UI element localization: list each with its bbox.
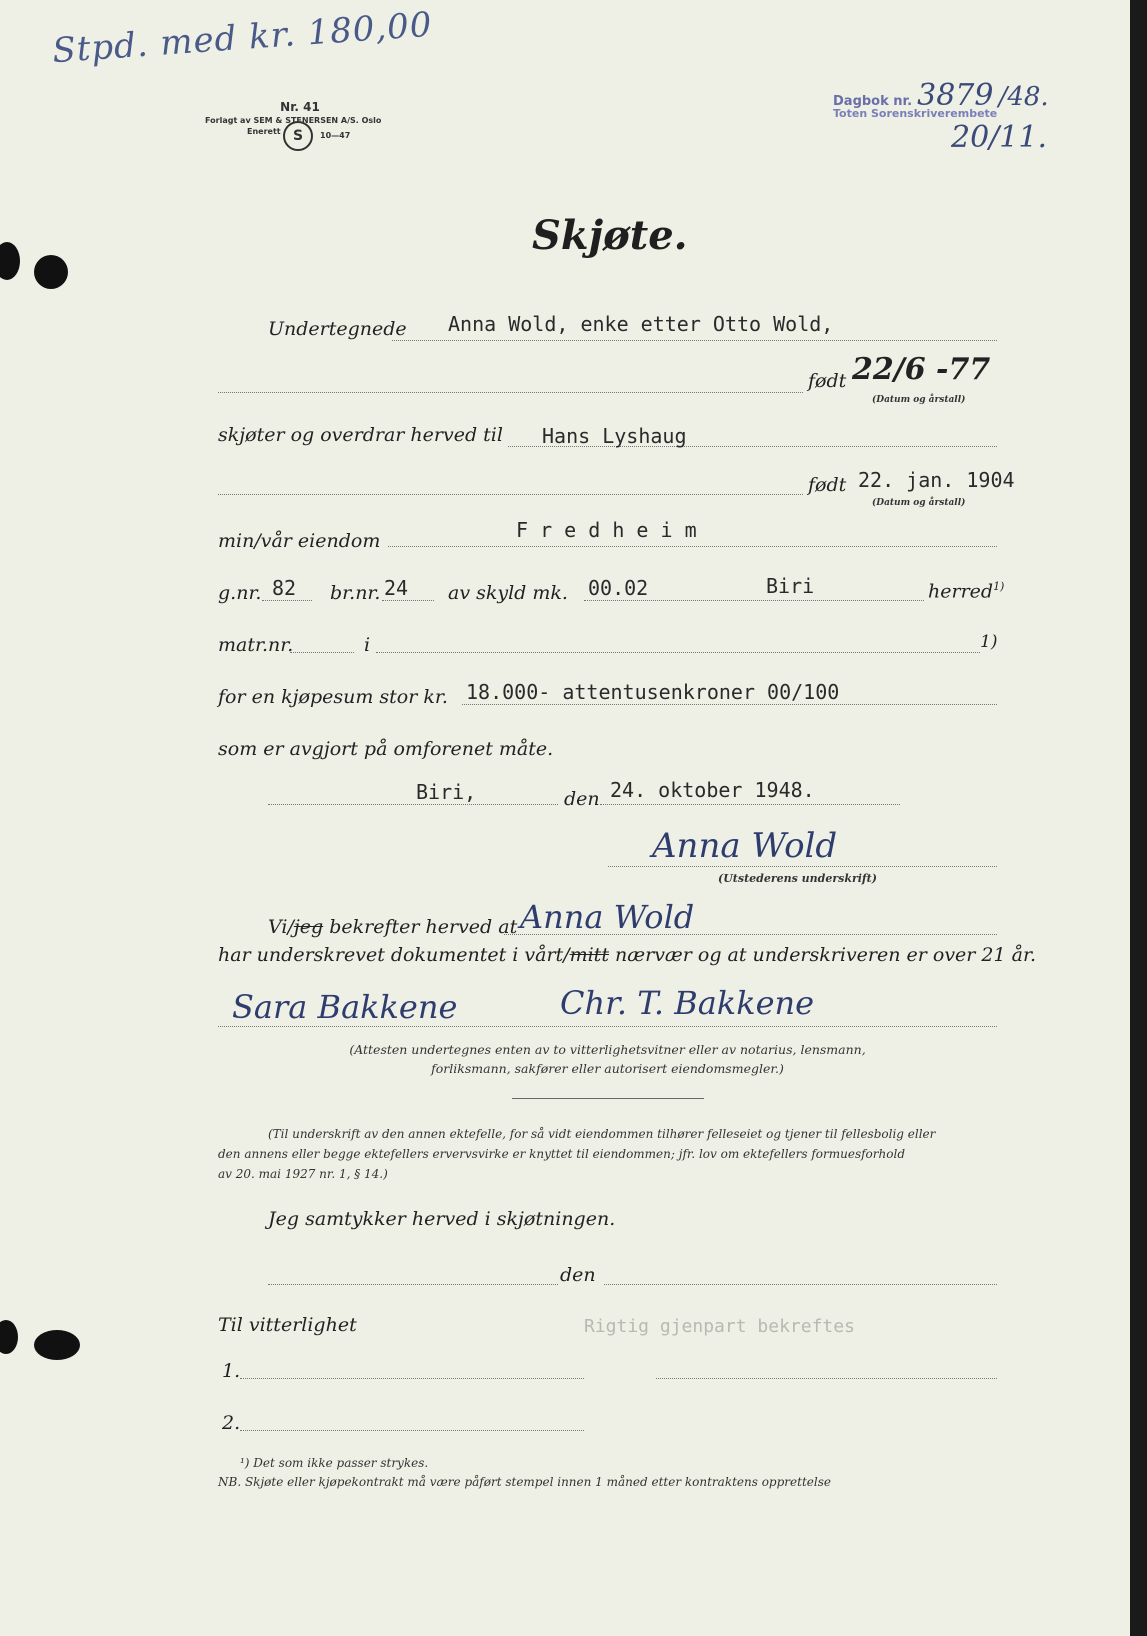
undertegnede-label: Undertegnede [268, 318, 407, 340]
spouse-note: (Til underskrift av den annen ektefelle, for så vidt eiendommen tilhører felleseiet og tjener til fellesbolig eller den annens eller begge ektefellers ervervsvirke er knyttet til eiendommen; jfr. lov om ektefellers formuesforhold av 20. mai 1927 nr. 1, § 14.) [218, 1127, 936, 1181]
consent-text: Jeg samtykker herved i skjøtningen. [268, 1208, 616, 1230]
witness-line-1-label: 1. [222, 1360, 241, 1382]
witness-line-2 [240, 1430, 584, 1431]
gnr-value: 82 [272, 576, 297, 600]
stamp-office: Toten Sorenskriverembete [833, 107, 998, 120]
brnr-label: br.nr. [330, 582, 381, 604]
property-name: F r e d h e i m [516, 518, 697, 542]
witness-signature-line [218, 1026, 997, 1027]
registry-stamp [833, 78, 1093, 155]
footnotes [218, 1454, 831, 1492]
form-publisher: Forlagt av SEM & STENERSEN A/S. Oslo [205, 116, 382, 125]
date-line [600, 804, 900, 805]
signature-line [608, 866, 997, 867]
stamp-number: 3879 [917, 78, 994, 113]
seller-born-label: født [808, 370, 847, 392]
settled-text: som er avgjort på omforenet måte. [218, 738, 554, 760]
footnote-1: ¹) Det som ikke passer strykes. [240, 1456, 429, 1470]
gnr-label: g.nr. [218, 582, 262, 604]
matrnr-i-label: i [364, 634, 371, 656]
form-rights: Enerett [247, 127, 281, 136]
gnr-line [262, 600, 312, 601]
property-label: min/vår eiendom [218, 530, 381, 552]
herred-value: Biri [766, 574, 815, 598]
punch-hole-bottom-2 [34, 1330, 80, 1360]
place-value: Biri, [416, 780, 477, 804]
buyer-born-label: født [808, 474, 847, 496]
buyer-name: Hans Lyshaug [542, 424, 687, 448]
attest-signer: Anna Wold [520, 898, 695, 936]
price-label: for en kjøpesum stor kr. [218, 686, 448, 708]
seller-born-datum-label: (Datum og årstall) [872, 395, 966, 405]
attest-line-2: har underskrevet dokumentet i vårt/mitt nærvær og at underskriveren er over 21 år. [218, 944, 1037, 966]
property-line [388, 546, 997, 547]
brnr-value: 24 [384, 576, 409, 600]
copy-stamp: Rigtig gjenpart bekreftes [584, 1316, 855, 1337]
attest-line-1: Vi/jeg bekrefter herved at [268, 916, 518, 938]
buyer-born-datum-label: (Datum og årstall) [872, 498, 966, 508]
brnr-line [382, 600, 434, 601]
matrnr-place-line [376, 652, 980, 653]
witness-1-signature: Sara Bakkene [232, 988, 458, 1026]
punch-hole-top-2 [34, 255, 68, 289]
matrnr-line [290, 652, 354, 653]
document-title: Skjøte. [532, 212, 688, 259]
witness-line-1 [240, 1378, 584, 1379]
form-number: Nr. 41 [280, 100, 320, 114]
undertegnede-line [392, 340, 997, 341]
matrnr-footnote: 1) [980, 632, 998, 652]
date-value: 24. oktober 1948. [610, 778, 815, 802]
skyld-value: 00.02 [588, 576, 649, 600]
herred-label: herred$^{1)}$ [928, 580, 1005, 603]
price-value: 18.000- attentusenkroner 00/100 [466, 680, 840, 704]
witness-2-signature: Chr. T. Bakkene [560, 984, 815, 1022]
punch-hole-top [0, 242, 20, 280]
buyer-born-date: 22. jan. 1904 [858, 468, 1015, 492]
punch-hole-bottom [0, 1320, 18, 1354]
seller-born-line [218, 392, 803, 393]
section-divider [512, 1098, 704, 1099]
attest-note: (Attesten undertegnes enten av to vitterlighetsvitner eller av notarius, lensmann, forliksmann, sakfører eller autorisert eiendomsmegler.) [349, 1042, 866, 1076]
form-edition: 10—47 [320, 131, 351, 140]
signature-label: (Utstederens underskrift) [718, 872, 877, 885]
consent-line [268, 1284, 558, 1285]
footnote-nb: NB. Skjøte eller kjøpekontrakt må være påført stempel innen 1 måned etter kontraktens opprettelse [218, 1475, 831, 1489]
place-line [268, 804, 558, 805]
buyer-born-line [218, 494, 803, 495]
skyld-label: av skyld mk. [448, 582, 568, 604]
publisher-logo-icon: S [283, 121, 313, 151]
witness-section-title: Til vitterlighet [218, 1314, 357, 1336]
matrnr-label: matr.nr. [218, 634, 294, 656]
price-line [462, 704, 997, 705]
issuer-signature: Anna Wold [652, 826, 838, 866]
stamp-date: 20/11. [951, 120, 1047, 155]
date-label: den [564, 788, 600, 810]
consent-date-line [604, 1284, 997, 1285]
stamp-year: /48. [998, 82, 1049, 112]
skyld-line [584, 600, 924, 601]
consent-den-label: den [560, 1264, 596, 1286]
seller-born-date: 22/6 -77 [852, 352, 991, 387]
stamp-label: Dagbok nr. [833, 94, 913, 109]
margin-note: Stpd. med kr. 180,00 [51, 4, 434, 72]
witness-line-1b [656, 1378, 997, 1379]
form-header [205, 100, 395, 145]
witness-line-2-label: 2. [222, 1412, 241, 1434]
transfer-label: skjøter og overdrar herved til [218, 424, 503, 446]
seller-name: Anna Wold, enke etter Otto Wold, [448, 312, 834, 336]
